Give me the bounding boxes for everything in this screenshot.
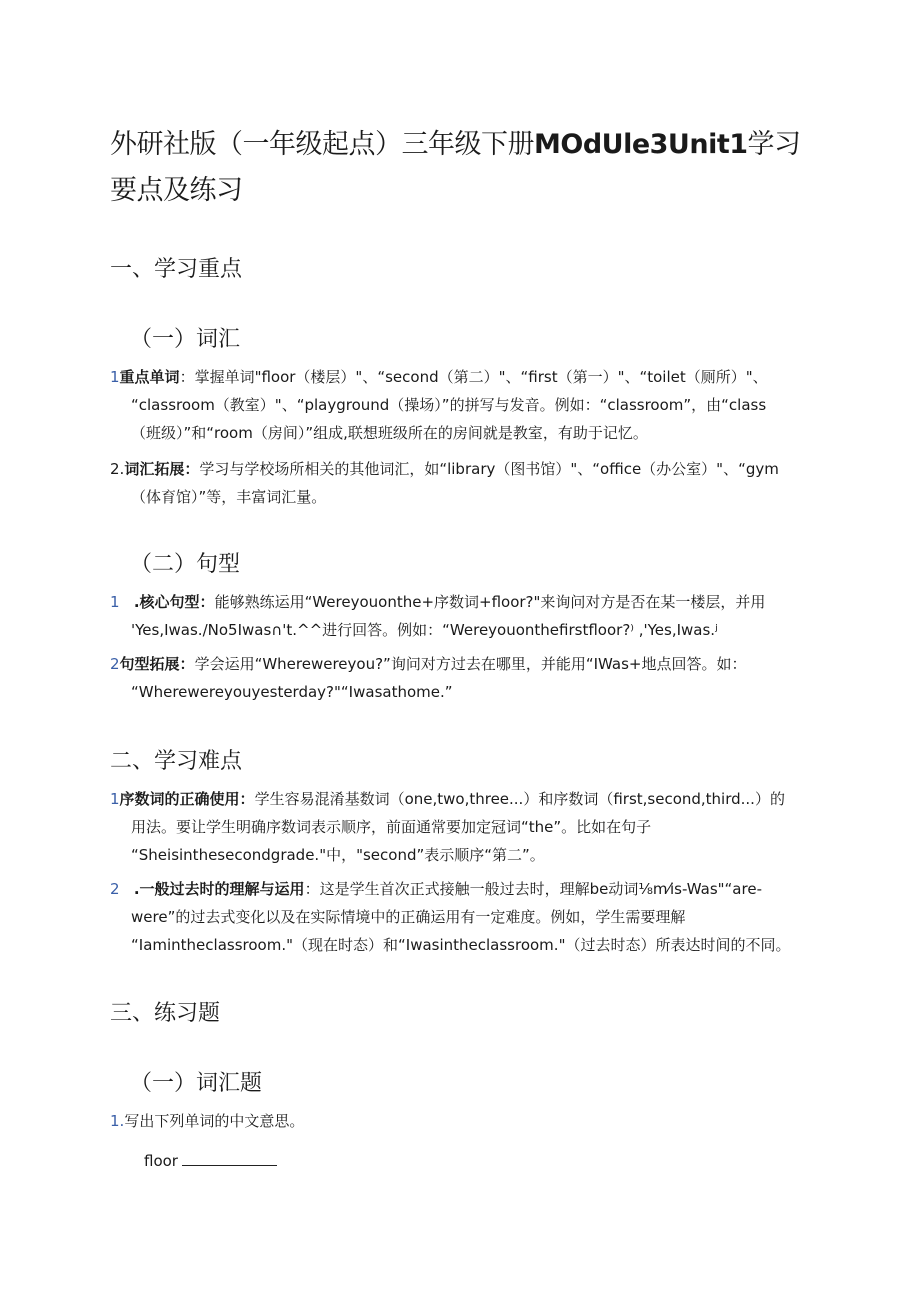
exercise-item-1 [110, 1107, 805, 1135]
item-text: were”的过去式变化以及在实际情境中的正确运用有一定难度。例如，学生需要理解 [131, 908, 686, 926]
item-text: 能够熟练运用“Wereyouonthe+序数词+floor?"来询问对方是否在某一楼层，并用 [214, 593, 766, 611]
item-text: （班级）”和“room（房间）”组成,联想班级所在的房间就是教室，有助于记忆。 [131, 424, 648, 442]
item-number: 2 [110, 880, 120, 898]
item-number: 2. [110, 460, 125, 478]
subsection-heading-vocabulary: （一）词汇 [130, 327, 241, 352]
section-heading-difficulties: 二、学习难点 [110, 749, 243, 774]
item-text: “Iamintheclassroom."（现在时态）和“Iwasintheclassroom."（过去时态）所表达时间的不同。 [131, 936, 791, 954]
item-text: 学习与学校场所相关的其他词汇，如“library（图书馆）"、“office（办公室）"、“gym [199, 460, 779, 478]
item-text: “classroom（教室）"、“playground（操场）”的拼写与发音。例如：“classroom”，由“class [131, 396, 767, 414]
document-title [110, 122, 810, 214]
fill-in-row [144, 1150, 277, 1170]
item-number: 1 [110, 368, 120, 386]
vocab-item-2 [110, 455, 805, 511]
item-text: 用法。要让学生明确序数词表示顺序，前面通常要加定冠词“the”。比如在句子 [131, 818, 652, 836]
item-label: 句型拓展： [119, 655, 195, 673]
answer-blank[interactable] [182, 1150, 277, 1166]
title-suffix: 学习要点及练习 [110, 129, 801, 206]
item-number: 1. [110, 1112, 125, 1130]
item-text: ：掌握单词"floor（楼层）"、“second（第二）"、“first（第一）"、“toilet（厕所）"、 [179, 368, 768, 386]
item-text: （体育馆）”等，丰富词汇量。 [131, 488, 327, 506]
item-text: 'Yes,Iwas./No5Iwas∩'t.^^进行回答。例如：“Wereyouonthefirstfloor?⁾ ,'Yes,Iwas.ʲ [131, 621, 718, 639]
section-heading-exercises: 三、练习题 [110, 1001, 221, 1026]
item-number: 1 [110, 790, 120, 808]
exercise-word: floor [144, 1152, 178, 1170]
sentence-item-1 [110, 588, 805, 644]
difficulty-item-2 [110, 875, 805, 959]
item-label: .一般过去时的理解与运用 [133, 880, 305, 898]
item-text: “Wherewereyouyesterday?"“Iwasathome.” [131, 683, 453, 701]
item-label: 重点单词 [119, 368, 180, 386]
sentence-item-2 [110, 650, 805, 706]
item-label: 序数词的正确使用： [119, 790, 255, 808]
item-number: 1 [110, 593, 120, 611]
title-prefix: 外研社版（一年级起点）三年级下册 [110, 129, 534, 160]
section-heading-key-points: 一、学习重点 [110, 257, 243, 282]
item-text: 写出下列单词的中文意思。 [124, 1112, 305, 1130]
item-label: .核心句型： [133, 593, 215, 611]
title-unit: MOdUle3Unit1 [534, 129, 748, 160]
vocab-item-1 [110, 363, 805, 447]
item-text: 学生容易混淆基数词（one,two,three...）和序数词（first,second,third...）的 [254, 790, 785, 808]
item-text: 学会运用“Wherewereyou?”询问对方过去在哪里，并能用“IWas+地点回答。如： [194, 655, 747, 673]
subsection-heading-sentences: （二）句型 [130, 552, 241, 577]
subsection-heading-vocab-exercise: （一）词汇题 [130, 1071, 263, 1096]
item-text: “Sheisinthesecondgrade."中，"second”表示顺序“第二”。 [131, 846, 545, 864]
item-label: 词汇拓展： [124, 460, 200, 478]
item-number: 2 [110, 655, 120, 673]
item-text: ：这是学生首次正式接触一般过去时，理解be动词⅛m⁄is-Was"“are- [304, 880, 762, 898]
difficulty-item-1 [110, 785, 805, 869]
